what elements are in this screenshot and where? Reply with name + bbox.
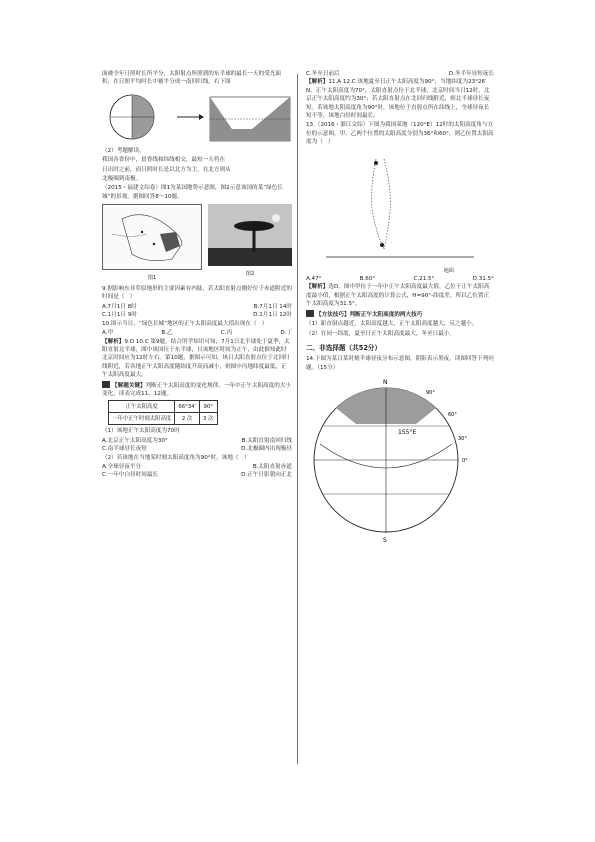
globe-label-n: N — [383, 379, 388, 387]
column-divider — [297, 74, 298, 764]
sun-position-diagram — [306, 149, 494, 265]
sun-angle-table — [108, 400, 218, 425]
option: A.47° — [306, 276, 322, 283]
intro-line: 日出时之前，而日照时长是以北方为主，在北方则从 — [102, 166, 231, 173]
table-row: 一年中正午时刻太阳高度 2 次 3 次 — [109, 413, 218, 425]
tip-icon — [102, 381, 110, 388]
option: C.冬至日前后 — [306, 71, 340, 77]
option: D.丁 — [280, 330, 292, 337]
option: A.甲 — [102, 330, 114, 337]
figure-1-label: 图1 — [147, 274, 157, 281]
option: A.7月1日 8时 — [102, 303, 137, 310]
option: B.60° — [359, 276, 376, 283]
passage: （2015・福建文综卷）图1为某国地势示意图，图2示意该国的某“绿色长城”的景观。据图回答8～10题。 — [102, 185, 283, 200]
method-point: （2）在同一纬度，夏至日正午太阳高度最大，冬至日最小。 — [306, 330, 455, 337]
section-heading: 二、非选择题（共52分） — [306, 343, 382, 352]
question-9: 9.据影响东非草原地形的主要因素有内陆，若太阳直射点刚好位于赤道附近的时间是（ ） — [102, 286, 292, 301]
table-row: 正午太阳高度 66°34′ 90° — [109, 401, 218, 413]
question-12: （2）若该地在当地某时刻太阳高度角为90°时，该地（ ） — [102, 454, 250, 461]
question-10-options — [102, 329, 292, 337]
globe-label-s: S — [383, 537, 387, 545]
option: B.乙 — [161, 330, 173, 337]
left-column — [102, 70, 292, 480]
option: C.丙 — [220, 330, 233, 337]
intro-line: 面被全年日照时长所平分，太阳射点所照到的东半球的最长一天的受光面积，在日照平均时长中被平分成一南回归线，右下图 — [102, 71, 282, 86]
option: A.全球昼夜平分 — [102, 463, 142, 470]
option: C.1月1日 9时 — [102, 312, 137, 319]
globe-label-lat: 90° — [426, 390, 435, 397]
key-tip: 【解题关键】判断正午太阳高度的变化规律，一年中正午太阳高度的大小变化，读表完成11、12题。 — [102, 382, 292, 397]
country-map — [102, 204, 202, 270]
option: B.太阳直射南回归线 — [241, 437, 292, 444]
question-11-options — [102, 437, 292, 445]
option: A.北京正午太阳高度为30° — [102, 437, 168, 444]
method-point: （1）距直射点越近，太阳高度越大，正午太阳高度越大，反之越小。 — [306, 321, 478, 328]
answer-analysis: 【解析】9.D 10.C 第9题，结合所学知识可知，7月1日北半球处于夏季，太阳直射北半球，图中该国位于东半球，且该地区时间为正午，由此推知此时北京时间应为12时左右。第10题，据图示可知，该日太阳直射点位于北回归线附近，若各地正午太阳高度随纬度升高而减小，则图中丙地纬度最低，正午太阳高度最大。 — [102, 338, 290, 379]
question-13-options — [306, 275, 494, 283]
option: D.正午日影朝向正北 — [241, 472, 292, 479]
intro-line: 我国各省份中，晨昏线和纬线相交，最短一天将在 — [102, 157, 226, 164]
option: C.21.5° — [413, 276, 435, 283]
option: C.南半球昼长夜短 — [102, 446, 147, 453]
answer-analysis-2: 【解析】选D。图中甲位于一年中正午太阳高度最大值，乙位于正午太阳高度最小值，根据正午太阳高度的计算公式，H=90°-纬度差，所以乙位置正午太阳高度为31.5°。 — [306, 284, 490, 308]
figure-2-label: 图2 — [245, 270, 255, 277]
question-9-options — [102, 311, 292, 319]
question-13: 13.（2016・浙江文综）下图为我国某地（120°E）12时的太阳高度角与方位的示意图，甲、乙两个位置的太阳高度分别为36°和60°，则乙位置太阳高度为（ ） — [306, 122, 494, 146]
illumination-diagrams — [102, 89, 292, 145]
diagram-ground-label: 地面 — [443, 267, 454, 274]
question-12-options — [102, 463, 292, 471]
option: D.冬半年昼短夜长 — [448, 71, 494, 77]
question-9-options — [102, 303, 292, 311]
option: D.31.5° — [472, 276, 494, 283]
globe-label-longitude: 155°E — [398, 429, 417, 437]
option: B.7月1日 14时 — [253, 303, 292, 310]
question-11: （1）该地正午太阳高度为70时 — [102, 428, 180, 435]
savanna-photo — [208, 204, 292, 266]
option: D.北极圈内出现极昼 — [241, 446, 292, 453]
top-options — [306, 70, 494, 78]
question-12-options — [102, 471, 292, 479]
hemisphere-diagram — [306, 374, 494, 544]
method-tip: 【方法技巧】判断正午太阳高度的两大技巧 — [306, 310, 494, 319]
answer-analysis-1: 【解析】11.A 12.C 该地夏至日正午太阳高度为90°，当地纬度为23°26′N，正午太阳高度为70°，太阳直射点位于北半球，北京时间当日12时，北京正午太阳高度约为30°；若太阳直射点在北回归线附近，则北半球昼长夜短。若该地太阳高度角为90°时，该地位于直射点所在纬线上，全球昼夜长短不等，该地白昼时间最长。 — [306, 79, 490, 120]
question-10: 10.图示当日，“绿色长城”地区的正午太阳高度最大值出现在（ ） — [102, 320, 268, 327]
tip-icon — [306, 310, 314, 317]
globe-label-lat: 30° — [458, 436, 467, 443]
option: B.太阳直射赤道 — [252, 463, 292, 470]
option: C.一年中白昼时间最长 — [102, 472, 159, 479]
option: D.1月1日 12时 — [253, 312, 292, 319]
intro-line: （2）考题解读， — [102, 147, 145, 154]
question-14: 14.下图为某日某时刻半球昼夜分布示意图，阴影表示黑夜，读图回答下列问题。（15分） — [306, 356, 494, 371]
question-11-options — [102, 445, 292, 453]
globe-label-lat: 60° — [448, 412, 457, 419]
globe-label-lat: 0° — [462, 458, 468, 465]
intro-line: 北极圈到南极。 — [102, 176, 142, 183]
right-column — [306, 70, 494, 546]
